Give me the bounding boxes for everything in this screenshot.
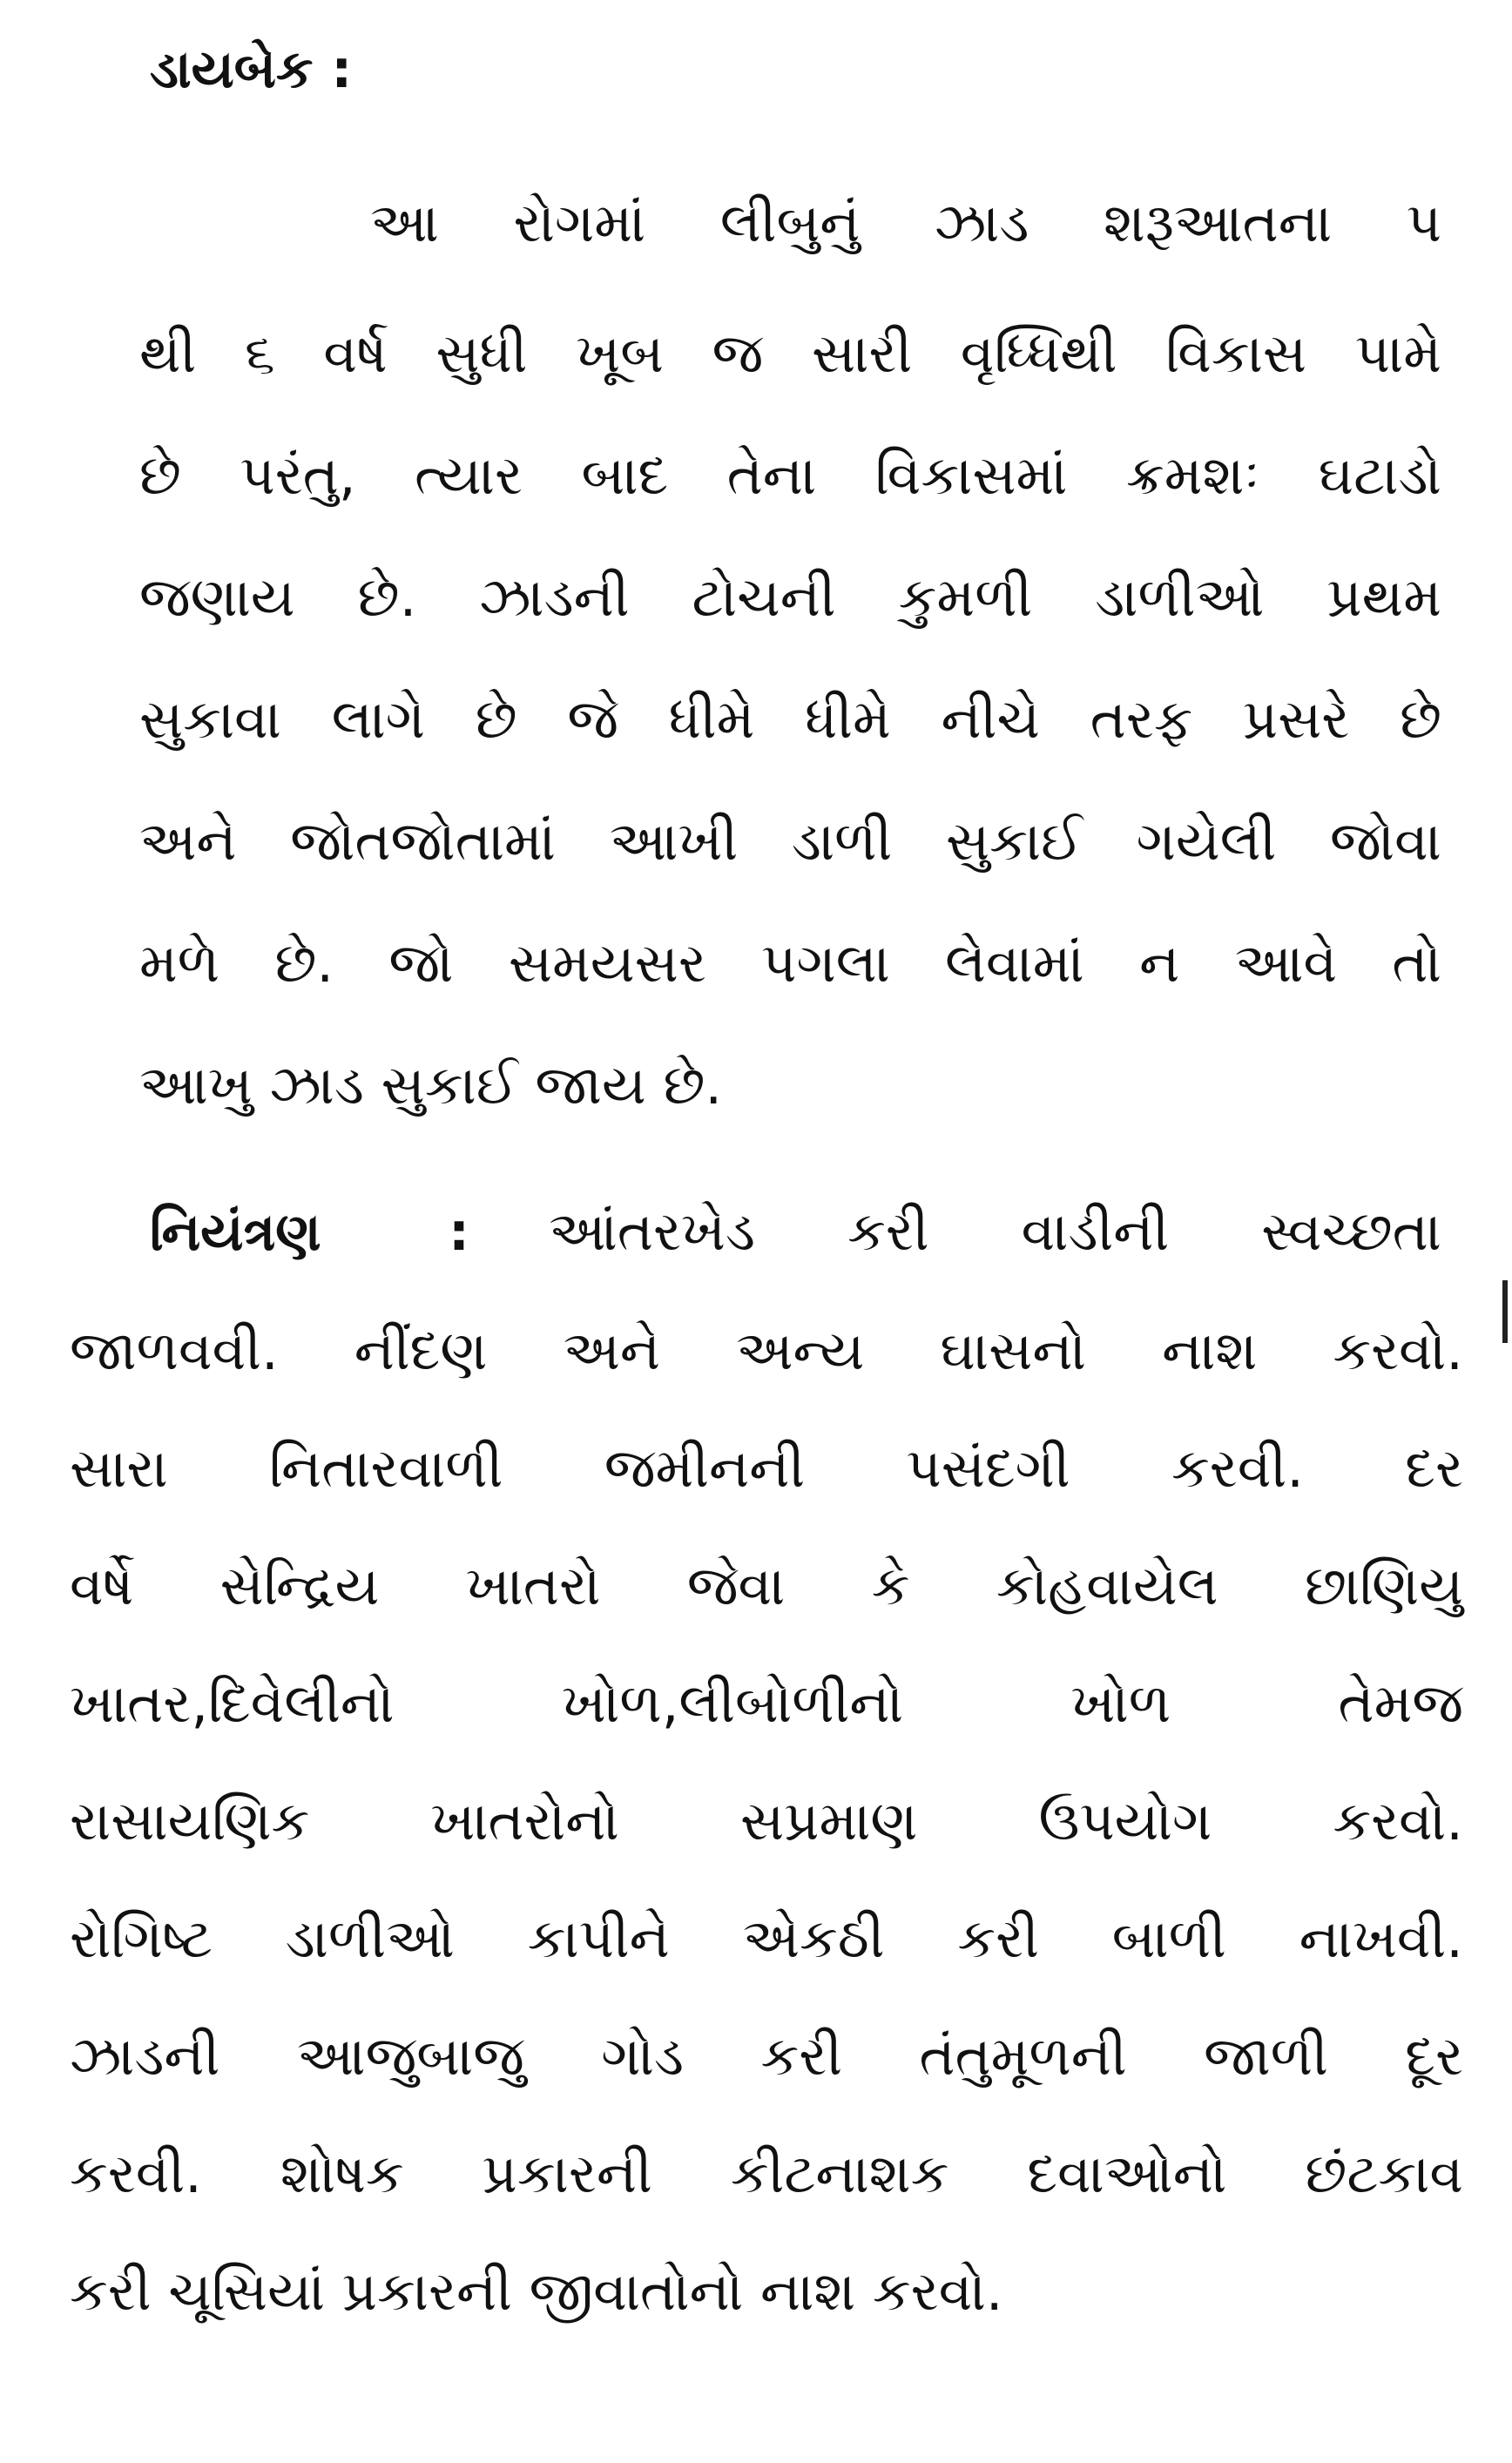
section-heading-control: નિયંત્રણ [150,1202,321,1263]
heading-separator: : [449,1202,469,1263]
paragraph-line: કરવી. શોષક પ્રકારની કીટનાશક દવાઓનો છંટકાવ [70,2142,1463,2205]
paragraph-line: રોગિષ્ટ ડાળીઓ કાપીને એકઠી કરી બાળી નાખવી. [70,1906,1463,1970]
paragraph-line: આખુ ઝાડ સુકાઈ જાય છે. [139,1053,723,1117]
paragraph-line: અને જોતજોતામાં આખી ડાળી સુકાઈ ગયેલી જોવા [139,809,1441,873]
paragraph-line: મળે છે. જો સમયસર પગલા લેવામાં ન આવે તો [139,931,1441,995]
paragraph-line: સારા નિતારવાળી જમીનની પસંદગી કરવી. દર [70,1436,1463,1500]
paragraph-line: છે પરંતુ, ત્યાર બાદ તેના વિકાસમાં ક્રમશઃ ઘટાડો [139,443,1441,507]
paragraph-line: ખાતર,દિવેલીનો ખોળ,લીબોળીનો ખોળ તેમજ [70,1671,1463,1735]
margin-mark [1502,1280,1508,1343]
paragraph-line: આંતરખેડ કરી વાડીની સ્વચ્છતા [549,1199,1441,1263]
paragraph-line: ઝાડની આજુબાજુ ગોડ કરી તંતુમૂળની જાળી દૂર [70,2024,1463,2088]
paragraph-line: જાળવવી. નીંદણ અને અન્ય ઘાસનો નાશ કરવો. [70,1319,1463,1382]
paragraph-line: સુકાવા લાગે છે જે ધીમે ધીમે નીચે તરફ પ્રસરે છે [139,687,1441,751]
section-heading-dieback: ડાયબેક : [150,39,353,100]
paragraph-line: આ રોગમાં લીબુનું ઝાડ શરૂઆતના પ [370,191,1441,254]
paragraph-line: થી ૬ વર્ષ સુધી ખૂબ જ સારી વૃધ્ધિથી વિકાસ પામે [139,321,1441,385]
paragraph-line: જણાય છે. ઝાડની ટોચની કુમળી ડાળીઓ પ્રથમ [139,565,1441,629]
paragraph-line: કરી ચૂસિયાં પ્રકારની જીવાતોનો નાશ કરવો. [70,2259,1003,2323]
paragraph-line: વર્ષે સેન્દ્રિય ખાતરો જેવા કે કોહવાયેલ છાણિયુ [70,1554,1463,1617]
paragraph-line: રાસાયણિક ખાતરોનો સપ્રમાણ ઉપયોગ કરવો. [70,1789,1463,1852]
